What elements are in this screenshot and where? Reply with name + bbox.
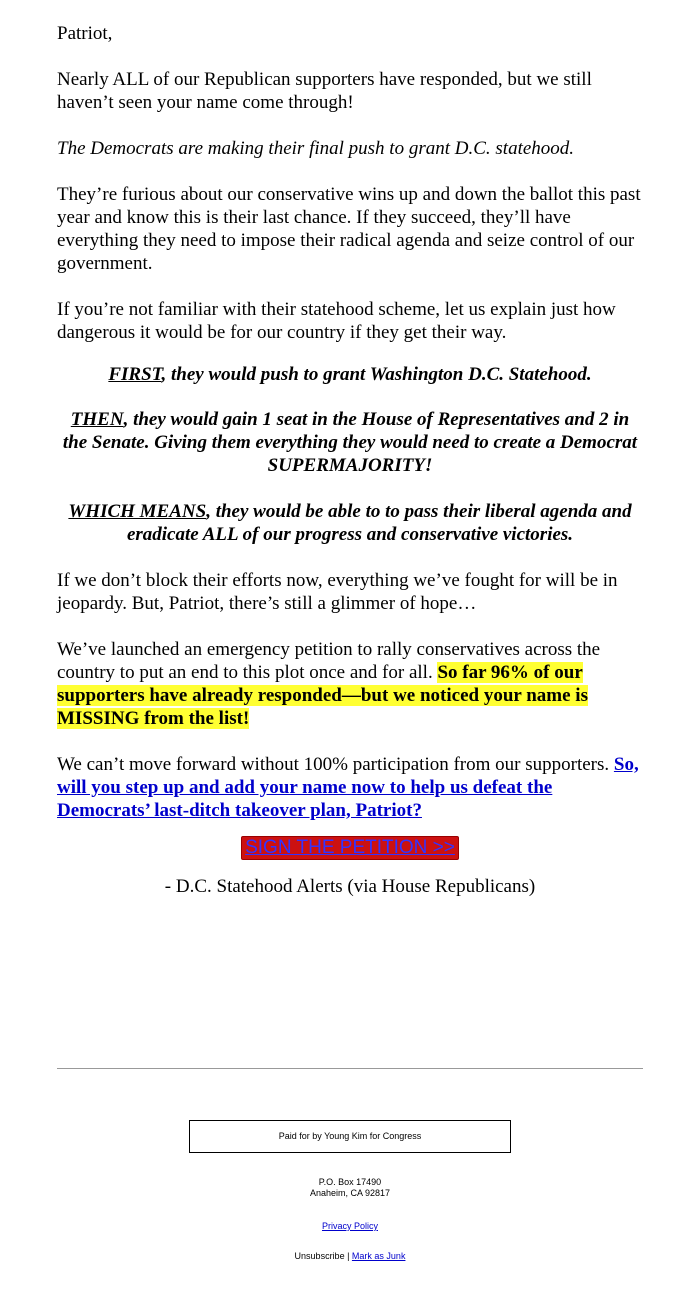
footer-separator: | bbox=[344, 1251, 352, 1261]
paragraph-jeopardy: If we don’t block their efforts now, everything we’ve fought for will be in jeopardy. But, Patriot, there’s still a glimmer of hope… bbox=[57, 570, 618, 614]
greeting: Patriot, bbox=[57, 23, 113, 44]
address-line-1: P.O. Box 17490 bbox=[318, 1177, 382, 1187]
paragraph-explain: If you’re not familiar with their statehood scheme, let us explain just how dangerous it would be for our country if they get their way. bbox=[57, 299, 616, 343]
highlighted-text: So far 96% of our supporters have already responded—but we noticed your name is MISSING from the list! bbox=[57, 662, 588, 729]
point-then-lead: THEN bbox=[70, 409, 124, 430]
privacy-policy-link[interactable]: Privacy Policy bbox=[321, 1221, 378, 1231]
cta-text: We can’t move forward without 100% participation from our supporters. bbox=[57, 754, 614, 775]
petition-text: We’ve launched an emergency petition to rally conservatives across the country to put an end to this plot once and for all. bbox=[57, 639, 601, 683]
point-which-means bbox=[57, 500, 643, 546]
paragraph-petition bbox=[57, 638, 647, 730]
mark-as-junk-link[interactable]: Mark as Junk bbox=[351, 1251, 406, 1261]
sign-petition-button[interactable]: SIGN THE PETITION >> bbox=[241, 836, 459, 860]
signoff: - D.C. Statehood Alerts (via House Republicans) bbox=[164, 876, 536, 897]
paragraph-furious: They’re furious about our conservative wins up and down the ballot this past year and know this is their last chance. If they succeed, they’ll have everything they need to impose their radical agenda and seize control of our government. bbox=[57, 184, 641, 274]
point-first bbox=[57, 363, 643, 386]
cta-button-wrap bbox=[57, 836, 643, 860]
paragraph-italic: The Democrats are making their final push to grant D.C. statehood. bbox=[57, 138, 575, 159]
cta-link[interactable]: So, will you step up and add your name now to help us defeat the Democrats’ last-ditch takeover plan, Patriot? bbox=[57, 754, 639, 821]
paragraph-cta bbox=[57, 753, 647, 822]
point-first-text: , they would push to grant Washington D.C. Statehood. bbox=[161, 364, 592, 385]
paid-for-box: Paid for by Young Kim for Congress bbox=[189, 1120, 511, 1153]
point-first-lead: FIRST bbox=[108, 364, 162, 385]
paragraph-intro: Nearly ALL of our Republican supporters have responded, but we still haven’t seen your name come through! bbox=[57, 69, 592, 113]
unsubscribe-link[interactable]: Unsubscribe bbox=[294, 1251, 345, 1261]
point-which-means-lead: WHICH MEANS bbox=[68, 501, 207, 522]
address-line-2: Anaheim, CA 92817 bbox=[309, 1188, 391, 1198]
unsubscribe-row bbox=[0, 1251, 700, 1262]
point-then bbox=[57, 408, 643, 477]
footer-divider bbox=[57, 1068, 643, 1069]
privacy-row bbox=[0, 1221, 700, 1232]
point-which-means-text: , they would be able to to pass their liberal agenda and eradicate ALL of our progress and conservative victories. bbox=[126, 501, 632, 545]
point-then-text: , they would gain 1 seat in the House of Representatives and 2 in the Senate. Giving them everything they would need to create a Democrat SUPERMAJORITY! bbox=[62, 409, 638, 476]
mailing-address bbox=[0, 1177, 700, 1199]
